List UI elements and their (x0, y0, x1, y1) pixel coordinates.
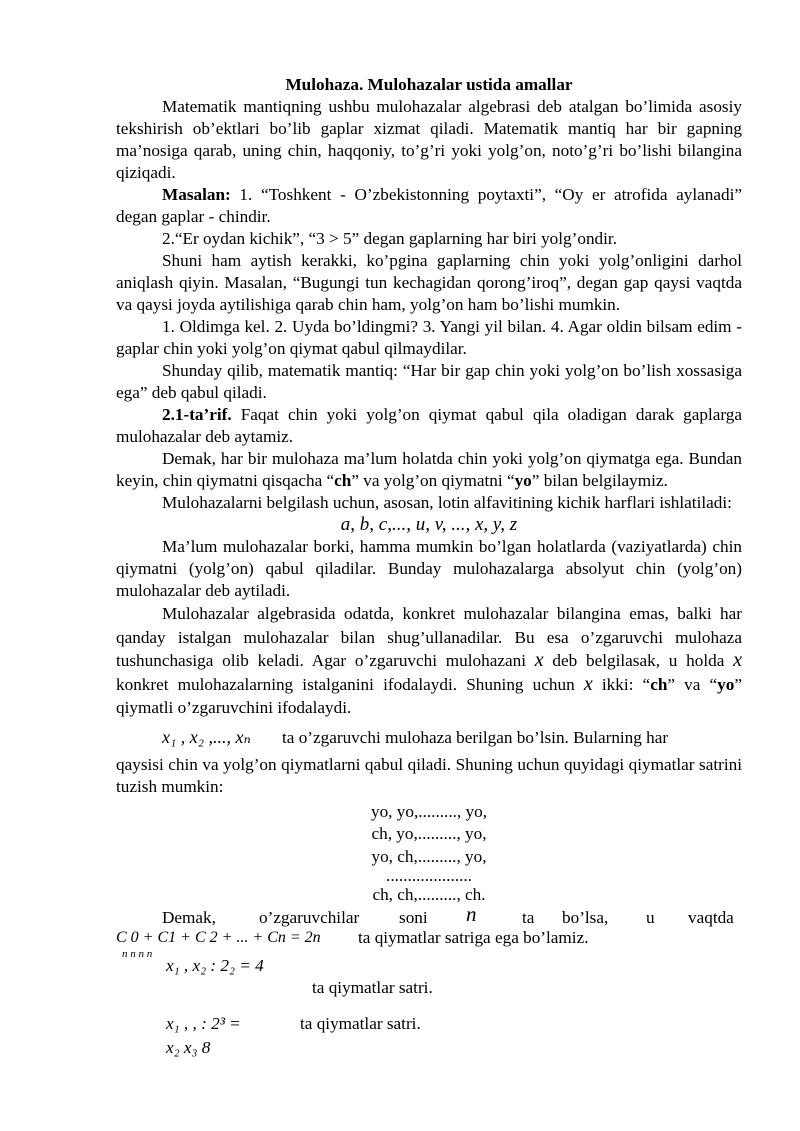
variables-x1-xn: x₁ , x₂ ,..., xₙ (162, 726, 251, 747)
definition-text: Faqat chin yoki yolg’on qiymat qabul qila oladigan darak gaplarga mulohazalar deb aytamiz. (116, 405, 742, 446)
formula-two-vars: x₁ , x₂ : 2₂ = 4 (166, 955, 264, 975)
definition-2-1 (116, 404, 742, 448)
ch-label: ch (334, 471, 352, 490)
values-row: ch, yo,........., yo, (371, 824, 487, 843)
formula-three-vars: x₁ , , : 2³ = (166, 1013, 241, 1033)
formula-three-vars-tail: ta qiymatlar satri. (300, 1013, 421, 1033)
binomial-sum-formula: C 0 + C1 + C 2 + ... + Cn = 2n (116, 928, 321, 946)
word: o’zgaruvchilar (259, 907, 360, 927)
page-title: Mulohaza. Mulohazalar ustida amallar (285, 75, 573, 94)
paragraph-conclusion: Shunday qilib, matematik mantiq: “Har bir gap chin yoki yolg’on bo’lish xossasiga ega” deb qabul qiladi. (116, 361, 742, 402)
variables-list: a, b, c,..., u, v, ..., x, y, z (340, 514, 518, 535)
word: Demak, (162, 907, 216, 927)
formula-three-vars-sub: x₂ x₃ 8 (166, 1037, 211, 1057)
variables-line (116, 724, 742, 754)
paragraph-example-true (116, 184, 742, 228)
paragraph-letters: Mulohazalarni belgilash uchun, asosan, lotin alfavitining kichik harflari ishlatiladi: (162, 493, 732, 512)
values-row: .................... (386, 866, 472, 885)
values-row: ch, ch,........., ch. (372, 885, 486, 904)
example-text: 1. “Toshkent - O’zbekistonning poytaxti”, “Oy er atrofida aylanadi” degan gaplar - chindir. (116, 185, 742, 226)
paragraph-absolute: Ma’lum mulohazalar borki, hamma mumkin bo’lgan holatlarda (vaziyatlarda) chin qiymatni (yolg’on) qabul qiladilar. Bunday mulohazalarga absolyut chin (yolg’on) mulohazalar deb aytiladi. (116, 537, 742, 600)
paragraph-non-statements: 1. Oldimga kel. 2. Uyda bo’ldingmi? 3. Yangi yil bilan. 4. Agar oldin bilsam edim - gaplar chin yoki yolg’on qiymat qabul qilmaydilar. (116, 317, 742, 358)
formula-two-vars-tail: ta qiymatlar satri. (312, 977, 433, 997)
formula-subscripts-text: n n n n (122, 947, 153, 960)
word: soni (399, 907, 428, 927)
values-row: yo, yo,........., yo, (370, 801, 487, 821)
example-three-vars-sub (116, 1037, 742, 1067)
paragraph-example-false: 2.“Er oydan kichik”, “3 > 5” degan gaplarning har biri yolg’ondir. (162, 229, 617, 248)
word: u (646, 907, 655, 927)
example-label: Masalan: (162, 185, 231, 204)
word: ta (522, 907, 535, 927)
x-variable: x (534, 649, 544, 671)
paragraph-values: qaysisi chin va yolg’on qiymatlarni qabul qiladi. Shuning uchun quyidagi qiymatlar satrini tuzish mumkin: (116, 754, 742, 796)
paragraph-intro: Matematik mantiqning ushbu mulohazalar algebrasi deb atalgan bo’limida asosiy tekshirish ob’ektlari bo’lib gaplar xizmat qiladi. Matematik mantiq har bir gapning ma’nosiga qarab, uning chin, haqqoniy, to’g’ri yoki yolg’on, noto’g’ri bo’lishi bilangina qiziqadi. (116, 97, 742, 182)
values-row: yo, ch,........., yo, (371, 846, 487, 866)
formula-line (116, 929, 742, 949)
document-page (116, 74, 742, 1067)
word: vaqtda (688, 907, 734, 927)
paragraph-uncertain: Shuni ham aytish kerakki, ko’pgina gaplarning chin yoki yolg’onligini darhol aniqlash qiyin. Masalan, “Bugungi tun kechagidan qorong’iroq”, degan gap qaysi vaqtda va qaysi joyda aytilishiga qarab chin ham, yolg’on ham bo’lishi mumkin. (116, 251, 742, 314)
paragraph-notation: Demak, har bir mulohaza ma’lum holatda chin yoki yolg’on qiymatga ega. Bundan keyin, chin qiymatni qisqacha “ch” va yolg’on qiymatni “yo” bilan belgilaymiz. (116, 449, 742, 490)
word: bo’lsa, (562, 907, 609, 927)
n-variable: n (466, 901, 477, 926)
values-table (116, 801, 742, 907)
formula-tail: ta qiymatlar satriga ega bo’lamiz. (358, 927, 589, 947)
variables-line-text: ta o’zgaruvchi mulohaza berilgan bo’lsin. Bularning har (282, 727, 669, 747)
paragraph-variable-statement: Mulohazalar algebrasida odatda, konkret mulohazalar bilangina emas, balki har qanday istalgan mulohazalar bilan shug’ullanadilar. Bu esa o’zgaruvchi mulohaza tushunchasiga olib keladi. Agar o’zgaruvchi mulohazani x deb belgilasak, u holda x konkret mulohazalarning istalganini ifodalaydi. Shuning uchun x ikki: “ch” va “yo” qiymatli o’zgaruvchini ifodalaydi. (116, 604, 742, 717)
definition-label: 2.1-ta’rif. (162, 405, 232, 424)
demak-line (116, 901, 742, 929)
yo-label: yo (514, 471, 532, 490)
